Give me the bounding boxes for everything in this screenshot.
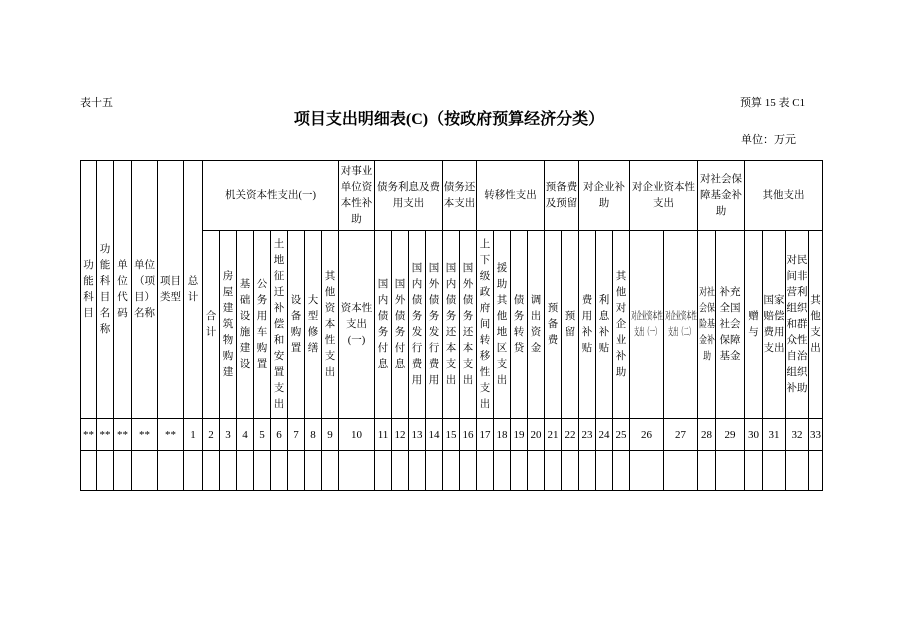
data-cell xyxy=(375,451,392,491)
column-code: 5 xyxy=(254,419,271,451)
sub-header-enterprise-capital-1-text: 对企业资本性支出（一） xyxy=(630,310,663,338)
column-code-row xyxy=(81,419,823,451)
col-header-unit-project-name: 单位（项目）名称 xyxy=(132,161,158,419)
data-cell xyxy=(716,451,745,491)
column-code: 30 xyxy=(745,419,763,451)
sub-header-donation: 赠与 xyxy=(745,231,763,419)
group-header-enterprise-capital: 对企业资本性支出 xyxy=(630,161,698,231)
data-cell xyxy=(763,451,786,491)
group-header-other: 其他支出 xyxy=(745,161,823,231)
data-cell xyxy=(184,451,203,491)
col-header-project-type: 项目类型 xyxy=(158,161,184,419)
sub-header-foreign-debt-issuance: 国外债务发行费用 xyxy=(426,231,443,419)
data-cell xyxy=(613,451,630,491)
column-code: 17 xyxy=(477,419,494,451)
data-cell xyxy=(158,451,184,491)
column-code: 33 xyxy=(809,419,823,451)
column-code: ** xyxy=(158,419,184,451)
sub-header-reserved: 预留 xyxy=(562,231,579,419)
col-header-function-code: 功能科目 xyxy=(81,161,97,419)
data-cell xyxy=(426,451,443,491)
column-code: 18 xyxy=(494,419,511,451)
table-number: 表十五 xyxy=(80,97,113,109)
column-code: ** xyxy=(114,419,132,451)
sub-header-social-insurance-fund-subsidy-text: 对社会保险基金补助 xyxy=(698,286,715,362)
data-cell xyxy=(132,451,158,491)
sub-header-enterprise-capital-2 xyxy=(664,231,698,419)
data-cell xyxy=(97,451,114,491)
data-cell xyxy=(745,451,763,491)
column-code: 8 xyxy=(305,419,322,451)
group-header-enterprise-subsidy: 对企业补助 xyxy=(579,161,630,231)
sub-header-subtotal: 合计 xyxy=(203,231,220,419)
column-code: ** xyxy=(97,419,114,451)
column-code: 19 xyxy=(511,419,528,451)
column-code: 24 xyxy=(596,419,613,451)
sub-header-other-enterprise-subsidy: 其他对企业补助 xyxy=(613,231,630,419)
data-cell xyxy=(786,451,809,491)
data-cell xyxy=(305,451,322,491)
data-cell xyxy=(409,451,426,491)
sub-header-interest-subsidy: 利息补贴 xyxy=(596,231,613,419)
data-row xyxy=(81,451,823,491)
column-code: 27 xyxy=(664,419,698,451)
data-cell xyxy=(254,451,271,491)
data-cell xyxy=(339,451,375,491)
sub-header-reserve-fund: 预备费 xyxy=(545,231,562,419)
data-cell xyxy=(664,451,698,491)
sub-header-equipment-purchase: 设备购置 xyxy=(288,231,305,419)
col-header-unit-code: 单位代码 xyxy=(114,161,132,419)
column-code: 23 xyxy=(579,419,596,451)
column-code: 29 xyxy=(716,419,745,451)
column-code: 10 xyxy=(339,419,375,451)
column-code: ** xyxy=(81,419,97,451)
sub-header-building-purchase: 房屋建筑物购建 xyxy=(220,231,237,419)
column-code: 31 xyxy=(763,419,786,451)
sub-header-other-expenditure: 其他支出 xyxy=(809,231,823,419)
page-title: 项目支出明细表(C)（按政府预算经济分类） xyxy=(293,111,605,128)
sub-header-domestic-debt-principal: 国内债务还本支出 xyxy=(443,231,460,419)
sub-header-enterprise-capital-1 xyxy=(630,231,664,419)
sub-header-foreign-debt-principal: 国外债务还本支出 xyxy=(460,231,477,419)
expenditure-table xyxy=(80,160,823,491)
sub-header-nonprofit-subsidy: 对民间非营利组织和群众性自治组织补助 xyxy=(786,231,809,419)
column-code: 16 xyxy=(460,419,477,451)
column-code: 14 xyxy=(426,419,443,451)
data-cell xyxy=(114,451,132,491)
column-code: 6 xyxy=(271,419,288,451)
sub-header-national-social-security-fund: 补充全国社会保障基金 xyxy=(716,231,745,419)
sub-header-other-capital: 其他资本性支出 xyxy=(322,231,339,419)
sub-header-aid-other-regions: 援助其他地区支出 xyxy=(494,231,511,419)
data-cell xyxy=(460,451,477,491)
sub-header-debt-onlending: 债务转贷 xyxy=(511,231,528,419)
data-cell xyxy=(545,451,562,491)
data-cell xyxy=(630,451,664,491)
data-cell xyxy=(494,451,511,491)
sub-header-foreign-debt-interest: 国外债务付息 xyxy=(392,231,409,419)
data-cell xyxy=(288,451,305,491)
sub-header-domestic-debt-issuance: 国内债务发行费用 xyxy=(409,231,426,419)
column-code: 22 xyxy=(562,419,579,451)
col-header-function-name: 功能科目名称 xyxy=(97,161,114,419)
column-code: 12 xyxy=(392,419,409,451)
column-code: 15 xyxy=(443,419,460,451)
sub-header-land-compensation: 土地征迁补偿和安置支出 xyxy=(271,231,288,419)
column-code: ** xyxy=(132,419,158,451)
column-code: 11 xyxy=(375,419,392,451)
column-code: 21 xyxy=(545,419,562,451)
column-code: 26 xyxy=(630,419,664,451)
group-header-reserve: 预备费及预留 xyxy=(545,161,579,231)
data-cell xyxy=(562,451,579,491)
column-code: 20 xyxy=(528,419,545,451)
data-cell xyxy=(443,451,460,491)
data-cell xyxy=(579,451,596,491)
group-header-transfer: 转移性支出 xyxy=(477,161,545,231)
data-cell xyxy=(477,451,494,491)
sub-header-enterprise-capital-2-text: 对企业资本性支出（二） xyxy=(664,310,697,338)
column-code: 25 xyxy=(613,419,630,451)
sub-header-expense-subsidy: 费用补贴 xyxy=(579,231,596,419)
sub-header-official-vehicle: 公务用车购置 xyxy=(254,231,271,419)
column-code: 2 xyxy=(203,419,220,451)
sub-header-domestic-debt-interest: 国内债务付息 xyxy=(375,231,392,419)
data-cell xyxy=(220,451,237,491)
header-row-groups xyxy=(81,161,823,231)
sub-header-infrastructure: 基础设施建设 xyxy=(237,231,254,419)
column-code: 4 xyxy=(237,419,254,451)
data-cell xyxy=(809,451,823,491)
data-cell xyxy=(511,451,528,491)
column-code: 13 xyxy=(409,419,426,451)
column-code: 3 xyxy=(220,419,237,451)
sub-header-state-compensation: 国家赔偿费用支出 xyxy=(763,231,786,419)
column-code: 1 xyxy=(184,419,203,451)
data-cell xyxy=(203,451,220,491)
unit-label: 单位：万元 xyxy=(741,134,796,146)
col-header-grand-total: 总计 xyxy=(184,161,203,419)
column-code: 9 xyxy=(322,419,339,451)
data-cell xyxy=(698,451,716,491)
group-header-institution-capital-subsidy: 对事业单位资本性补助 xyxy=(339,161,375,231)
column-code: 32 xyxy=(786,419,809,451)
data-cell xyxy=(596,451,613,491)
data-cell xyxy=(271,451,288,491)
sub-header-major-repair: 大型修缮 xyxy=(305,231,322,419)
data-cell xyxy=(322,451,339,491)
data-cell xyxy=(528,451,545,491)
column-code: 7 xyxy=(288,419,305,451)
sub-header-capital-expenditure-1: 资本性支出(一) xyxy=(339,231,375,419)
budget-form-code: 预算 15 表 C1 xyxy=(740,97,806,109)
data-cell xyxy=(81,451,97,491)
column-code: 28 xyxy=(698,419,716,451)
sub-header-social-insurance-fund-subsidy xyxy=(698,231,716,419)
sub-header-funds-transfer-out: 调出资金 xyxy=(528,231,545,419)
data-cell xyxy=(237,451,254,491)
group-header-debt-principal: 债务还本支出 xyxy=(443,161,477,231)
group-header-agency-capital: 机关资本性支出(一) xyxy=(203,161,339,231)
sub-header-intergovernmental-transfer: 上下级政府间转移性支出 xyxy=(477,231,494,419)
group-header-debt-interest: 债务利息及费用支出 xyxy=(375,161,443,231)
data-cell xyxy=(392,451,409,491)
group-header-social-security-subsidy: 对社会保障基金补助 xyxy=(698,161,745,231)
